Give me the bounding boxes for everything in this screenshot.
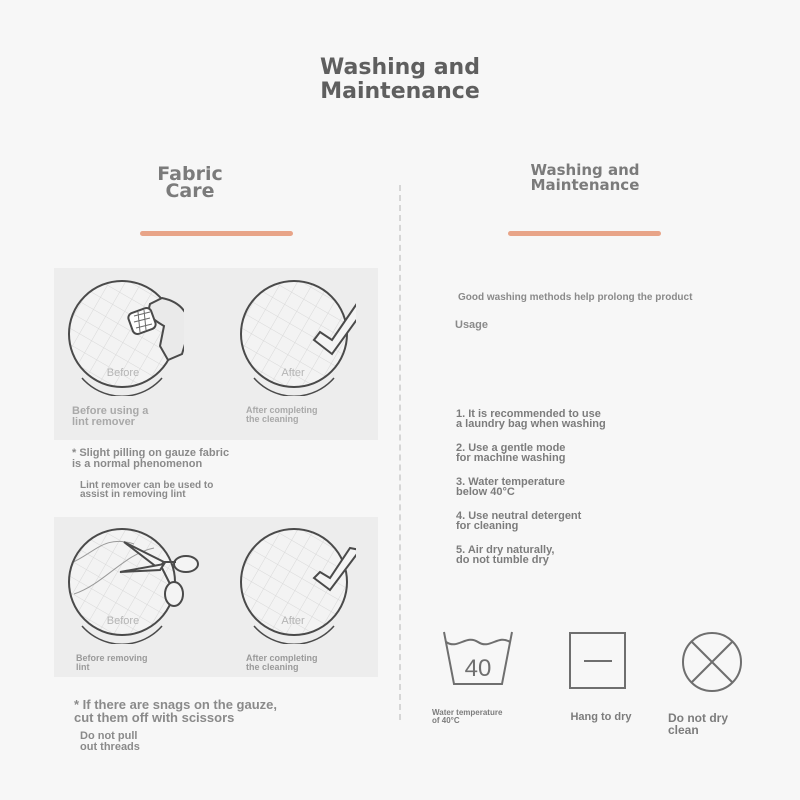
fabric-care-heading: Fabric Care xyxy=(157,163,223,202)
no-dry-clean-icon xyxy=(680,630,744,694)
usage-label: Usage xyxy=(455,319,489,331)
column-divider xyxy=(399,185,401,720)
left-accent-bar xyxy=(140,231,293,236)
hang-dry-icon xyxy=(568,631,628,691)
after-snag-caption: After completing the cleaning xyxy=(246,653,318,672)
lint-remover-note: Lint remover can be used to assist in removing lint xyxy=(80,480,214,500)
step-1: 1. It is recommended to use a laundry bag when washing xyxy=(456,408,606,430)
no-dry-clean-caption: Do not dry clean xyxy=(668,711,728,737)
step-2: 2. Use a gentle mode for machine washing xyxy=(456,442,566,464)
after-lint-caption: After completing the cleaning xyxy=(246,405,318,424)
hang-dry-caption: Hang to dry xyxy=(570,711,632,723)
intro-text: Good washing methods help prolong the product xyxy=(458,292,693,303)
wash-40-caption: Water temperature of 40°C xyxy=(432,708,503,725)
before-lint-caption: Before using a lint remover xyxy=(72,405,149,428)
after-label-2: After xyxy=(281,615,305,627)
pilling-note: * Slight pilling on gauze fabric is a normal phenomenon xyxy=(72,447,230,470)
before-label-2: Before xyxy=(106,615,140,627)
before-label: Before xyxy=(106,367,140,379)
step-5: 5. Air dry naturally, do not tumble dry xyxy=(456,544,555,566)
before-snag-caption: Before removing lint xyxy=(76,653,148,672)
right-accent-bar xyxy=(508,231,661,236)
svg-text:40: 40 xyxy=(464,655,492,682)
page-title: Washing and Maintenance xyxy=(320,55,480,104)
after-label: After xyxy=(281,367,305,379)
step-3: 3. Water temperature below 40°C xyxy=(456,476,566,498)
no-pull-note: Do not pull out threads xyxy=(80,730,140,753)
step-4: 4. Use neutral detergent for cleaning xyxy=(456,510,582,532)
washing-maintenance-heading: Washing and Maintenance xyxy=(530,161,640,194)
snag-note: * If there are snags on the gauze, cut them off with scissors xyxy=(74,697,277,725)
wash-40-icon xyxy=(440,628,516,692)
